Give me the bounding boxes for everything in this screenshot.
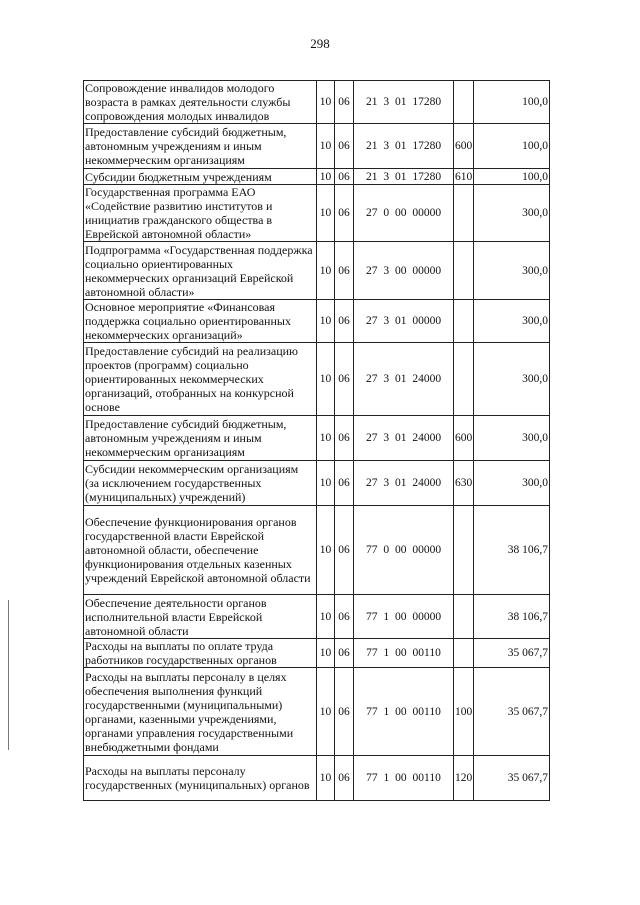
row-amount: 35 067,7 <box>474 668 550 756</box>
row-expense-type <box>454 595 474 639</box>
row-expense-type <box>454 506 474 595</box>
row-subsection: 06 <box>335 343 354 416</box>
row-target-article: 77 1 00 00110 <box>354 639 454 668</box>
row-subsection: 06 <box>335 185 354 242</box>
row-amount: 100,0 <box>474 81 550 124</box>
row-target-article: 21 3 01 17280 <box>354 81 454 124</box>
row-section: 10 <box>317 81 335 124</box>
row-amount: 38 106,7 <box>474 595 550 639</box>
row-amount: 300,0 <box>474 416 550 461</box>
row-amount: 300,0 <box>474 242 550 300</box>
row-subsection: 06 <box>335 639 354 668</box>
row-target-article: 77 1 00 00110 <box>354 668 454 756</box>
row-target-article: 27 0 00 00000 <box>354 185 454 242</box>
row-target-article: 27 3 01 24000 <box>354 416 454 461</box>
row-section: 10 <box>317 461 335 506</box>
row-expense-type: 120 <box>454 756 474 801</box>
row-amount: 300,0 <box>474 461 550 506</box>
row-subsection: 06 <box>335 595 354 639</box>
row-name: Основное мероприятие «Финансовая поддержка социально ориентированных некоммерческих организаций» <box>84 300 317 343</box>
row-subsection: 06 <box>335 506 354 595</box>
row-name: Обеспечение функционирования органов государственной власти Еврейской автономной области, обеспечение функционирования отдельных казенных учреждений Еврейской автономной области <box>84 506 317 595</box>
row-target-article: 77 1 00 00110 <box>354 756 454 801</box>
row-name: Сопровождение инвалидов молодого возраста в рамках деятельности службы сопровождения молодых инвалидов <box>84 81 317 124</box>
row-section: 10 <box>317 124 335 169</box>
row-section: 10 <box>317 169 335 185</box>
row-target-article: 77 1 00 00000 <box>354 595 454 639</box>
row-section: 10 <box>317 242 335 300</box>
row-target-article: 21 3 01 17280 <box>354 169 454 185</box>
row-expense-type: 600 <box>454 416 474 461</box>
row-section: 10 <box>317 416 335 461</box>
row-name: Субсидии бюджетным учреждениям <box>84 169 317 185</box>
table-row <box>84 461 550 506</box>
row-name: Расходы на выплаты персоналу государственных (муниципальных) органов <box>84 756 317 801</box>
table-row <box>84 506 550 595</box>
row-subsection: 06 <box>335 81 354 124</box>
row-expense-type: 610 <box>455 170 473 183</box>
table-row <box>84 668 550 756</box>
row-name: Предоставление субсидий бюджетным, автономным учреждениям и иным некоммерческим организациям <box>84 416 317 461</box>
row-name: Расходы на выплаты по оплате труда работников государственных органов <box>84 639 317 668</box>
row-expense-type <box>454 185 474 242</box>
row-target-article: 27 3 00 00000 <box>354 242 454 300</box>
row-section: 10 <box>317 668 335 756</box>
row-section: 10 <box>317 185 335 242</box>
table-row <box>84 81 550 124</box>
table-row <box>84 595 550 639</box>
row-name: Предоставление субсидий бюджетным, автономным учреждениям и иным некоммерческим организациям <box>84 124 317 169</box>
row-section: 10 <box>317 639 335 668</box>
row-amount: 300,0 <box>474 300 550 343</box>
table-row <box>84 300 550 343</box>
table-row <box>84 756 550 801</box>
row-target-article: 27 3 01 24000 <box>354 461 454 506</box>
row-amount: 300,0 <box>474 185 550 242</box>
row-target-article: 21 3 01 17280 <box>354 124 454 169</box>
row-expense-type <box>454 242 474 300</box>
row-subsection: 06 <box>335 756 354 801</box>
table-row <box>84 343 550 416</box>
row-subsection: 06 <box>335 668 354 756</box>
table-row <box>84 169 550 185</box>
row-section: 10 <box>317 506 335 595</box>
row-name: Расходы на выплаты персоналу в целях обеспечения выполнения функций государственными (муниципальными) органами, казенными учреждениями, органами управления государственными внебюджетными фондами <box>84 668 317 756</box>
row-expense-type <box>454 81 474 124</box>
scan-margin-line <box>8 600 9 750</box>
row-name: Субсидии некоммерческим организациям (за исключением государственных (муниципальных) учреждений) <box>84 461 317 506</box>
row-subsection: 06 <box>335 124 354 169</box>
row-amount: 300,0 <box>474 343 550 416</box>
row-expense-type: 600 <box>454 124 474 169</box>
table-row <box>84 124 550 169</box>
page-number: 298 <box>310 36 330 51</box>
row-expense-type: 630 <box>454 461 474 506</box>
row-section: 10 <box>317 343 335 416</box>
row-subsection: 06 <box>335 416 354 461</box>
row-target-article: 27 3 01 24000 <box>354 343 454 416</box>
row-target-article: 27 3 01 00000 <box>354 300 454 343</box>
table-row <box>84 416 550 461</box>
row-expense-type: 100 <box>454 668 474 756</box>
row-target-article: 77 0 00 00000 <box>354 506 454 595</box>
row-expense-type <box>454 343 474 416</box>
row-name: Обеспечение деятельности органов исполнительной власти Еврейской автономной области <box>84 595 317 639</box>
budget-table <box>83 80 550 801</box>
row-amount: 35 067,7 <box>474 756 550 801</box>
table-row <box>84 242 550 300</box>
row-subsection: 06 <box>335 300 354 343</box>
row-section: 10 <box>317 756 335 801</box>
row-subsection: 06 <box>335 461 354 506</box>
row-section: 10 <box>317 300 335 343</box>
table-row <box>84 639 550 668</box>
row-section: 10 <box>317 595 335 639</box>
table-row <box>84 185 550 242</box>
row-amount: 100,0 <box>474 124 550 169</box>
row-name: Государственная программа ЕАО «Содействие развитию институтов и инициатив гражданского общества в Еврейской автономной области» <box>84 185 317 242</box>
row-amount: 100,0 <box>474 169 550 185</box>
row-name: Предоставление субсидий на реализацию проектов (программ) социально ориентированных некоммерческих организаций, отобранных на конкурсной основе <box>84 343 317 416</box>
row-subsection: 06 <box>335 242 354 300</box>
row-name: Подпрограмма «Государственная поддержка социально ориентированных некоммерческих организаций Еврейской автономной области» <box>84 242 317 300</box>
row-subsection: 06 <box>335 169 354 185</box>
row-expense-type <box>454 639 474 668</box>
row-expense-type <box>454 300 474 343</box>
row-amount: 38 106,7 <box>474 506 550 595</box>
row-amount: 35 067,7 <box>474 639 550 668</box>
